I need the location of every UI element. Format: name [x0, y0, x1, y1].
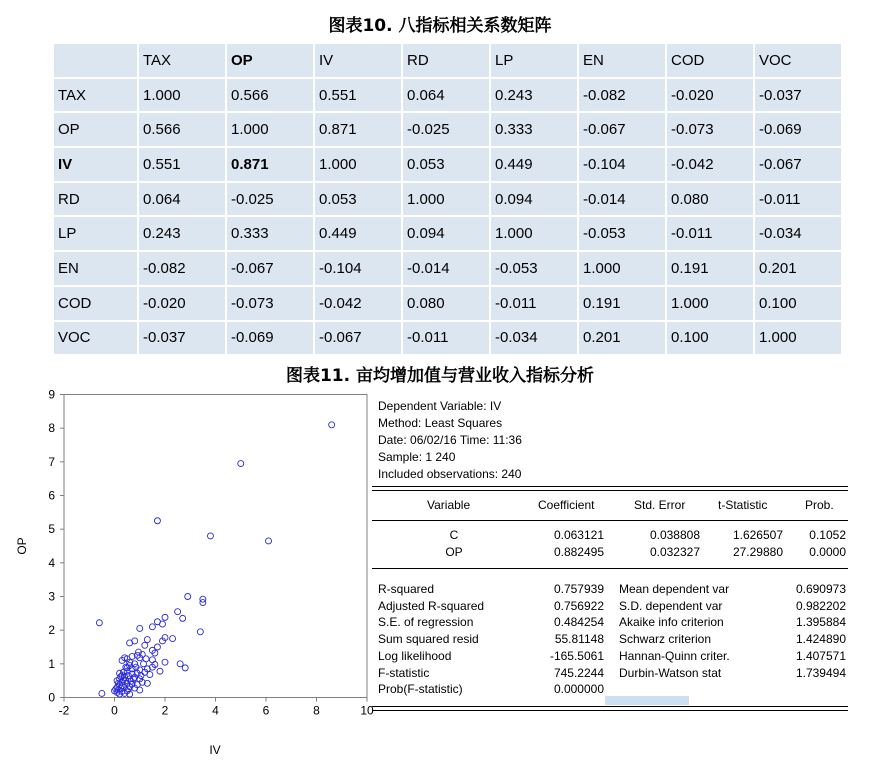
x-tick-label: 2	[161, 703, 169, 718]
table-cell: 1.000	[491, 217, 577, 250]
y-tick-label: 4	[48, 555, 55, 570]
table-row	[54, 183, 841, 216]
scatter-point	[137, 625, 143, 631]
stat-label: Akaike info criterion	[619, 615, 724, 630]
y-tick-label: 0	[48, 690, 55, 705]
table-cell: -0.104	[579, 148, 665, 181]
scatter-point	[137, 687, 143, 693]
coefficient-cell: 0.882495	[553, 545, 604, 559]
stat-label: R-squared	[378, 582, 435, 596]
table-cell: 0.243	[139, 217, 225, 250]
scatter-point	[127, 640, 133, 646]
std-error-cell: 0.032327	[649, 545, 700, 559]
table-cell: -0.011	[491, 287, 577, 320]
scatter-point	[117, 670, 123, 676]
prob-cell: 0.0000	[809, 545, 846, 559]
stat-label: Prob(F-statistic)	[378, 682, 463, 697]
table-cell: 1.000	[667, 287, 753, 320]
scatter-point	[177, 661, 183, 667]
stat-label: Durbin-Watson stat	[619, 665, 722, 680]
x-tick-label: 8	[313, 703, 320, 718]
table10-title: 图表10. 八指标相关系数矩阵	[328, 16, 552, 36]
table-cell: -0.042	[315, 287, 401, 320]
y-tick-label: 7	[48, 454, 55, 469]
scatter-point	[238, 461, 244, 467]
table-cell: 0.551	[315, 79, 401, 112]
stat-value: -165.5061	[549, 648, 604, 663]
table-cell: 0.201	[755, 252, 841, 285]
table-cell: 0.191	[667, 252, 753, 285]
column-header-row	[372, 497, 848, 514]
table-cell: -0.069	[755, 113, 841, 146]
scatter-point	[143, 656, 149, 662]
table-cell: 0.449	[315, 217, 401, 250]
table-cell: 0.333	[491, 113, 577, 146]
table-cell: 0.566	[227, 79, 313, 112]
header-cell: COD	[667, 44, 753, 77]
table-row	[54, 252, 841, 285]
table-cell: -0.067	[315, 322, 401, 355]
table-cell: 1.000	[139, 79, 225, 112]
stat-value: 55.81148	[554, 632, 604, 647]
header-cell: OP	[227, 44, 313, 77]
scatter-point	[96, 620, 102, 626]
table-cell: -0.037	[139, 322, 225, 355]
row-label: OP	[54, 113, 137, 146]
table-cell: -0.020	[139, 287, 225, 320]
table-cell: 1.000	[755, 322, 841, 355]
y-tick-label: 1	[48, 656, 55, 671]
table-cell: -0.067	[755, 148, 841, 181]
scatter-point	[144, 637, 150, 643]
figure11-title: 图表11. 亩均增加值与营业收入指标分析	[285, 366, 595, 386]
selection-highlight	[605, 696, 689, 705]
col-t-statistic: t-Statistic	[718, 498, 768, 512]
table-row	[54, 322, 841, 355]
prob-cell: 0.1052	[809, 528, 846, 542]
table-cell: 0.871	[315, 113, 401, 146]
row-label: TAX	[54, 79, 137, 112]
variable-cell: C	[449, 528, 459, 542]
table-cell: -0.053	[579, 217, 665, 250]
x-tick-label: 0	[111, 703, 118, 718]
x-tick-label: 6	[262, 703, 270, 718]
divider	[372, 706, 848, 711]
scatter-point	[154, 518, 160, 524]
table-cell: 0.100	[755, 287, 841, 320]
row-label: COD	[54, 287, 137, 320]
stat-label: Sum squared resid	[378, 632, 479, 647]
scatter-point	[175, 609, 181, 615]
coefficient-row	[372, 527, 848, 544]
row-label: RD	[54, 183, 137, 216]
table-row	[54, 217, 841, 250]
stat-label: Adjusted R-squared	[378, 598, 485, 613]
method-line: Method: Least Squares	[378, 416, 503, 430]
stat-row	[372, 631, 848, 648]
stat-row	[372, 648, 848, 665]
y-tick-label: 5	[48, 522, 55, 537]
header-cell: TAX	[139, 44, 225, 77]
table-cell: 0.551	[139, 148, 225, 181]
scatter-plot	[0, 384, 372, 770]
date-time-line: Date: 06/02/16 Time: 11:36	[378, 433, 522, 447]
table-cell: -0.011	[755, 183, 841, 216]
table-cell: -0.067	[579, 113, 665, 146]
stat-value: 1.395884	[795, 615, 846, 630]
observations-line: Included observations: 240	[378, 467, 522, 481]
scatter-point	[329, 422, 335, 428]
header-row	[54, 44, 841, 77]
t-stat-cell: 27.29880	[732, 545, 783, 559]
x-axis-label: IV	[209, 743, 221, 757]
stat-value: 1.739494	[795, 665, 846, 680]
table-row	[54, 79, 841, 112]
table-cell: -0.073	[227, 287, 313, 320]
table-cell: -0.011	[667, 217, 753, 250]
scatter-point	[159, 621, 165, 627]
col-variable: Variable	[427, 498, 471, 512]
stat-label: Hannan-Quinn criter.	[619, 648, 730, 663]
scatter-point	[162, 614, 168, 620]
table-cell: 1.000	[403, 183, 489, 216]
stat-value: 1.424890	[795, 632, 846, 647]
table-cell: 0.080	[403, 287, 489, 320]
correlation-table	[52, 42, 843, 356]
stat-label: Log likelihood	[378, 648, 452, 663]
t-stat-cell: 1.626507	[732, 528, 783, 542]
table-cell: 0.053	[315, 183, 401, 216]
y-tick-label: 8	[48, 421, 55, 436]
scatter-point	[99, 690, 105, 696]
table-cell: 0.566	[139, 113, 225, 146]
table-cell: -0.014	[579, 183, 665, 216]
row-label: LP	[54, 217, 137, 250]
dependent-variable-line: Dependent Variable: IV	[378, 399, 502, 413]
table-cell: -0.082	[139, 252, 225, 285]
header-cell	[54, 44, 137, 77]
stat-value: 0.484254	[553, 615, 604, 630]
x-tick-label: -2	[58, 703, 70, 718]
table-cell: -0.067	[227, 252, 313, 285]
scatter-point	[180, 615, 186, 621]
stat-value: 0.756922	[553, 598, 604, 613]
scatter-point	[170, 636, 176, 642]
header-cell: IV	[315, 44, 401, 77]
scatter-point	[182, 665, 188, 671]
y-axis-label: OP	[15, 537, 29, 555]
regression-header	[378, 398, 522, 483]
table-row	[54, 113, 841, 146]
table-cell: -0.053	[491, 252, 577, 285]
scatter-point	[162, 659, 168, 665]
header-cell: VOC	[755, 44, 841, 77]
header-cell: LP	[491, 44, 577, 77]
coefficient-cell: 0.063121	[553, 528, 604, 542]
y-axis	[48, 388, 64, 705]
stat-value: 745.2244	[553, 665, 604, 680]
table-cell: 0.064	[403, 79, 489, 112]
scatter-point	[266, 538, 272, 544]
row-label: VOC	[54, 322, 137, 355]
scatter-point	[149, 624, 155, 630]
table-cell: -0.011	[403, 322, 489, 355]
variable-cell: OP	[445, 545, 463, 559]
row-label: IV	[54, 148, 137, 181]
stat-value: 1.407571	[795, 648, 846, 663]
scatter-point	[197, 629, 203, 635]
plot-frame	[64, 395, 367, 698]
divider	[372, 486, 848, 491]
table-cell: -0.025	[403, 113, 489, 146]
row-label: EN	[54, 252, 137, 285]
table-cell: 1.000	[315, 148, 401, 181]
x-axis	[59, 698, 374, 718]
stat-label: Schwarz criterion	[619, 632, 712, 647]
table-cell: -0.014	[403, 252, 489, 285]
header-cell: EN	[579, 44, 665, 77]
divider	[372, 520, 848, 521]
std-error-cell: 0.038808	[649, 528, 700, 542]
stat-value: 0.690973	[795, 582, 846, 596]
table-cell: -0.104	[315, 252, 401, 285]
table-cell: 0.191	[579, 287, 665, 320]
table-cell: -0.042	[667, 148, 753, 181]
x-tick-label: 10	[360, 703, 374, 718]
table-cell: -0.069	[227, 322, 313, 355]
scatter-points	[96, 422, 334, 697]
y-tick-label: 3	[48, 589, 55, 604]
table-cell: -0.034	[755, 217, 841, 250]
stat-row	[372, 665, 848, 682]
scatter-point	[157, 668, 163, 674]
table-cell: 0.333	[227, 217, 313, 250]
stat-label: Mean dependent var	[619, 582, 730, 596]
table-cell: 0.201	[579, 322, 665, 355]
table-cell: -0.025	[227, 183, 313, 216]
table-cell: 1.000	[579, 252, 665, 285]
stat-label: S.D. dependent var	[619, 598, 723, 613]
stat-row	[372, 614, 848, 631]
stat-row	[372, 581, 848, 598]
regression-output	[372, 395, 850, 715]
stat-value: 0.000000	[553, 682, 604, 697]
table-cell: 0.064	[139, 183, 225, 216]
table-cell: 0.243	[491, 79, 577, 112]
scatter-point	[142, 642, 148, 648]
table-cell: 0.449	[491, 148, 577, 181]
y-tick-label: 6	[48, 488, 55, 503]
header-cell: RD	[403, 44, 489, 77]
table-cell: 0.100	[667, 322, 753, 355]
table-cell: 0.094	[491, 183, 577, 216]
stat-value: 0.757939	[553, 582, 604, 596]
y-tick-label: 2	[48, 623, 55, 638]
table-cell: -0.073	[667, 113, 753, 146]
table-cell: 0.080	[667, 183, 753, 216]
col-std-error: Std. Error	[634, 498, 686, 512]
col-prob: Prob.	[805, 498, 834, 512]
divider	[372, 568, 848, 569]
table-row	[54, 148, 841, 181]
stat-value: 0.982202	[795, 598, 846, 613]
coefficient-row	[372, 544, 848, 561]
scatter-point	[147, 672, 153, 678]
stat-label: S.E. of regression	[378, 615, 474, 630]
scatter-point	[207, 533, 213, 539]
y-tick-label: 9	[48, 387, 55, 402]
table-cell: -0.020	[667, 79, 753, 112]
x-tick-label: 4	[212, 703, 219, 718]
table-cell: -0.034	[491, 322, 577, 355]
stat-label: F-statistic	[378, 665, 430, 680]
scatter-point	[185, 594, 191, 600]
table-row	[54, 287, 841, 320]
table-cell: 0.094	[403, 217, 489, 250]
table-cell: 1.000	[227, 113, 313, 146]
table-cell: -0.037	[755, 79, 841, 112]
col-coefficient: Coefficient	[538, 498, 595, 512]
table-cell: 0.053	[403, 148, 489, 181]
table-cell: 0.871	[227, 148, 313, 181]
sample-line: Sample: 1 240	[378, 450, 456, 464]
stat-row	[372, 598, 848, 615]
table-cell: -0.082	[579, 79, 665, 112]
